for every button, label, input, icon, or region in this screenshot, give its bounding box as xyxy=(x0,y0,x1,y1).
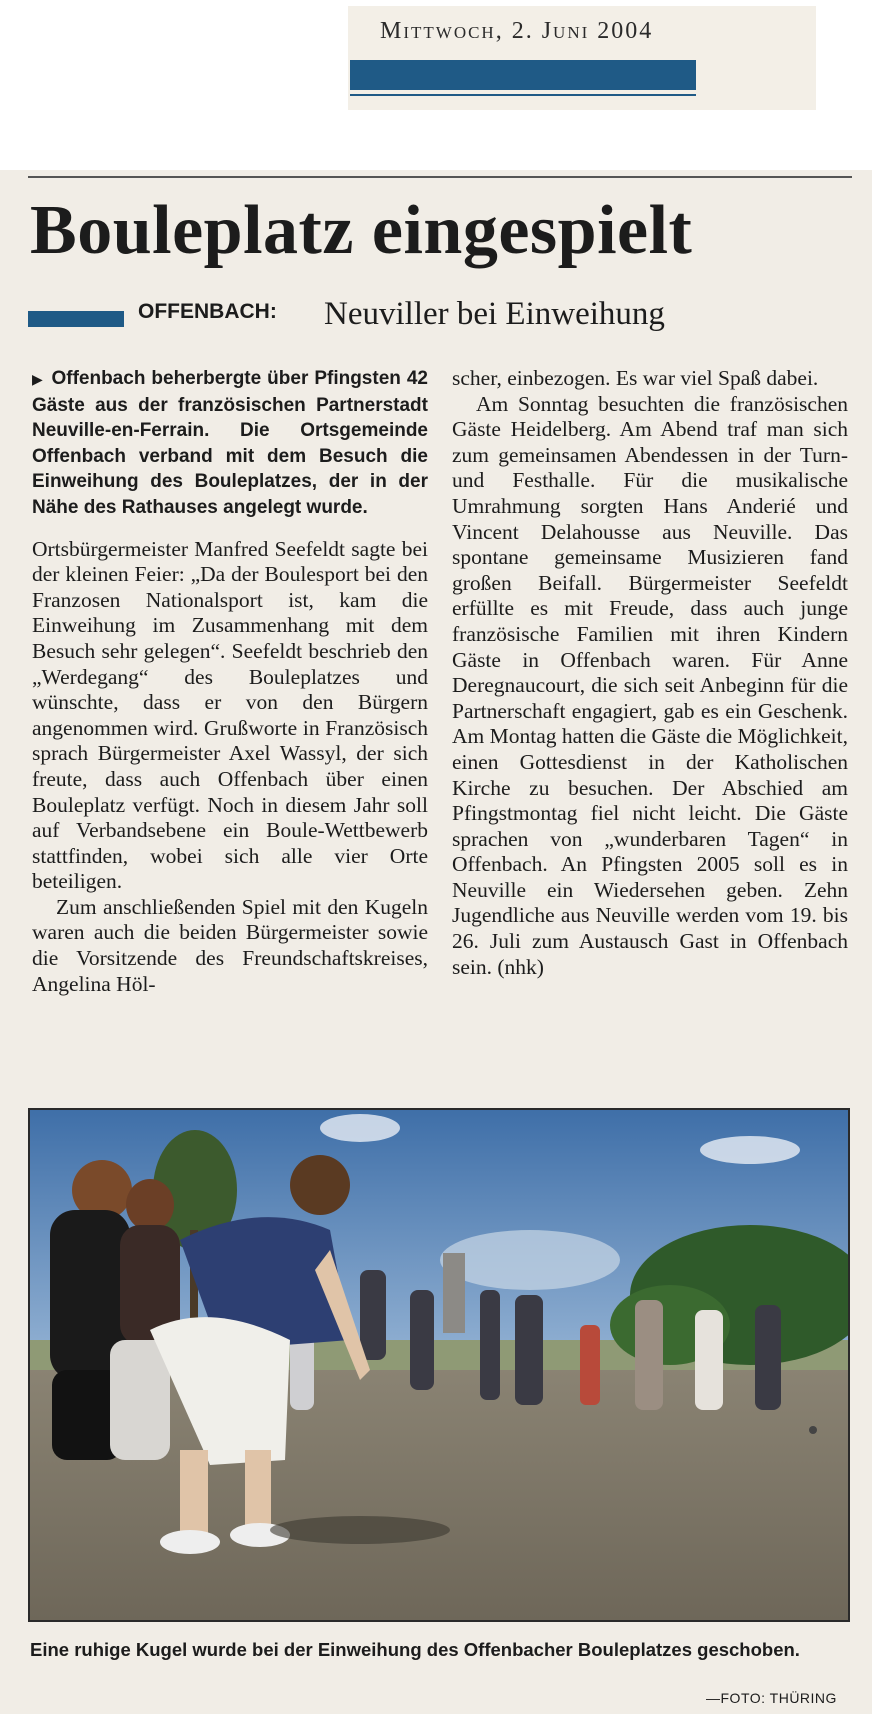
photo-caption: Eine ruhige Kugel wurde bei der Einweihung des Offenbacher Bouleplatzes geschoben. xyxy=(30,1639,800,1660)
issue-date: Mittwoch, 2. Juni 2004 xyxy=(380,18,654,44)
triangle-bullet-icon: ▶ xyxy=(32,371,44,387)
header-rule xyxy=(350,94,696,96)
headline: Bouleplatz eingespielt xyxy=(30,192,693,269)
body-paragraph: Zum anschließenden Spiel mit den Kugeln waren auch die beiden Bürgermeister sowie die Vorsitzende des Freundschaftskreises, Angelina Höl- xyxy=(32,894,428,996)
top-rule xyxy=(28,176,852,178)
lead-paragraph xyxy=(32,366,428,521)
header-color-bar xyxy=(350,60,696,90)
kicker-bar xyxy=(28,311,124,327)
article-column-2 xyxy=(452,366,848,980)
article-photo xyxy=(28,1108,850,1622)
dateline-kicker: OFFENBACH: xyxy=(138,300,277,323)
article-column-1 xyxy=(32,366,428,997)
body-paragraph: Am Sonntag besuchten die französischen Gäste Heidelberg. Am Abend traf man sich zum gemeinsamen Abendessen in der Turn- und Festhalle. Für die musikalische Umrahmung sorgten Hans Anderié und Vincent Delahousse aus Neuville. Das spontane gemeinsame Musizieren fand großen Beifall. Bürgermeister Seefeldt erfüllte es mit Freude, dass auch junge französische Familien mit ihren Kindern Gäste in Offenbach waren. Für Anne Deregnaucourt, die sich seit Anbeginn für die Partnerschaft engagiert, gab es ein Geschenk. Am Montag hatten die Gäste die Möglichkeit, einen Gottesdienst in der Katholischen Kirche zu besuchen. Der Abschied am Pfingstmontag fiel nicht leicht. Die Gäste sprachen von „wunderbaren Tagen“ in Offenbach. An Pfingsten 2005 soll es in Neuville ein Wiedersehen geben. Zehn Jugendliche aus Neuville werden vom 19. bis 26. Juli zum Austausch Gast in Offenbach sein. (nhk) xyxy=(452,391,848,979)
subheadline: Neuviller bei Einweihung xyxy=(324,296,665,332)
lead-text: Offenbach beherbergte über Pfingsten 42 Gäste aus der französischen Partnerstadt Neuville-en-Ferrain. Die Ortsgemeinde Offenbach verband mit dem Besuch die Einweihung des Bouleplatzes, der in der Nähe des Rathauses angelegt wurde. xyxy=(32,368,428,518)
body-paragraph: Ortsbürgermeister Manfred Seefeldt sagte bei der kleinen Feier: „Da der Boulesport bei den Franzosen Nationalsport ist, kam die Einweihung im Zusammenhang mit dem Besuch sehr gelegen“. Seefeldt beschrieb den „Werdegang“ des Bouleplatzes und wünschte, dass er von den Bürgern angenommen wird. Grußworte in Französisch sprach Bürgermeister Axel Wassyl, der sich freute, dass auch Offenbach über einen Bouleplatz verfügt. Noch in diesem Jahr soll auf Verbandsebene ein Boule-Wettbewerb stattfinden, wobei sich alle vier Orte beteiligen. xyxy=(32,536,428,894)
photo-credit: —FOTO: THÜRING xyxy=(706,1690,837,1706)
body-paragraph: scher, einbezogen. Es war viel Spaß dabei. xyxy=(452,366,819,390)
